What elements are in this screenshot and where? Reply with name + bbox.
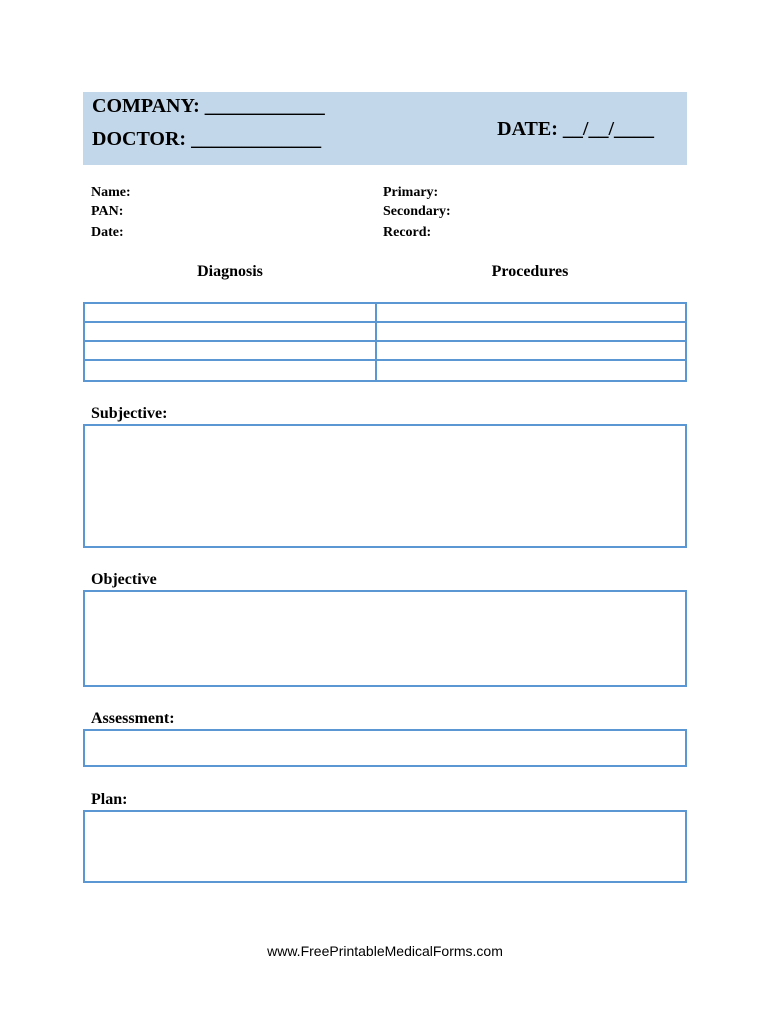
doctor-label: DOCTOR: _____________ xyxy=(92,128,322,150)
secondary-label: Secondary: xyxy=(383,204,451,219)
diagnosis-cell-3[interactable] xyxy=(85,342,377,361)
subjective-label: Subjective: xyxy=(91,405,168,422)
name-label: Name: xyxy=(91,185,131,200)
footer-url: www.FreePrintableMedicalForms.com xyxy=(267,943,503,959)
procedures-cell-3[interactable] xyxy=(377,342,685,361)
plan-box[interactable] xyxy=(83,810,687,883)
diagnosis-cell-2[interactable] xyxy=(85,323,377,342)
procedures-cell-4[interactable] xyxy=(377,361,685,380)
diagnosis-header: Diagnosis xyxy=(197,263,263,280)
objective-box[interactable] xyxy=(83,590,687,687)
diagnosis-cell-1[interactable] xyxy=(85,304,377,323)
visit-date-label: Date: xyxy=(91,225,124,240)
procedures-cell-2[interactable] xyxy=(377,323,685,342)
subjective-box[interactable] xyxy=(83,424,687,548)
date-label: DATE: __/__/____ xyxy=(497,118,654,140)
company-label: COMPANY: ____________ xyxy=(92,95,325,117)
header-band xyxy=(83,92,687,165)
diagnosis-procedures-table xyxy=(83,302,687,382)
diagnosis-cell-4[interactable] xyxy=(85,361,377,380)
assessment-label: Assessment: xyxy=(91,710,175,727)
procedures-cell-1[interactable] xyxy=(377,304,685,323)
plan-label: Plan: xyxy=(91,791,128,808)
assessment-box[interactable] xyxy=(83,729,687,767)
procedures-header: Procedures xyxy=(491,263,569,280)
record-label: Record: xyxy=(383,225,432,240)
objective-label: Objective xyxy=(91,571,157,588)
pan-label: PAN: xyxy=(91,204,124,219)
primary-label: Primary: xyxy=(383,185,439,200)
